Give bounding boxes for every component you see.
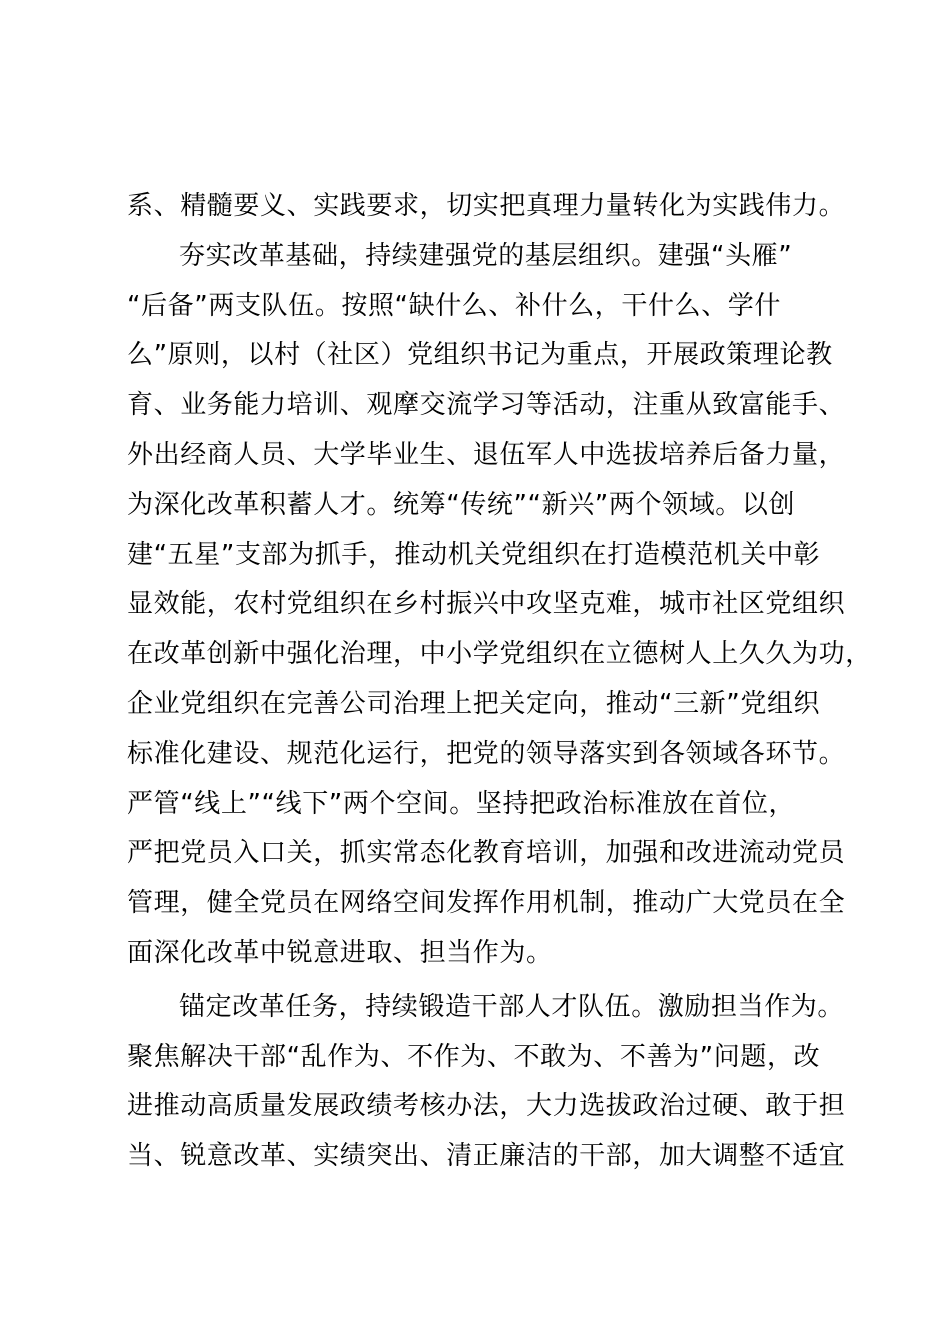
text-line: 建“五星”支部为抓手，推动机关党组织在打造模范机关中彰 — [127, 539, 821, 570]
text-line: 进推动高质量发展政绩考核办法，大力选拔政治过硬、敢于担 — [127, 1091, 846, 1122]
text-line: 在改革创新中强化治理，中小学党组织在立德树人上久久为功， — [127, 639, 872, 670]
text-line: 聚焦解决干部“乱作为、不作为、不敢为、不善为”问题，改 — [127, 1041, 821, 1072]
text-line: 企业党组织在完善公司治理上把关定向，推动“三新”党组织 — [127, 688, 821, 719]
text-line: 管理，健全党员在网络空间发挥作用机制，推动广大党员在全 — [127, 888, 846, 919]
text-line: 育、业务能力培训、观摩交流学习等活动，注重从致富能手、 — [127, 390, 846, 421]
text-line: 面深化改革中锐意进取、担当作为。 — [127, 937, 553, 968]
body-text — [127, 182, 872, 1182]
text-line: 标准化建设、规范化运行，把党的领导落实到各领域各环节。 — [127, 738, 846, 769]
text-line: 严把党员入口关，抓实常态化教育培训，加强和改进流动党员 — [127, 838, 846, 869]
text-line: 外出经商人员、大学毕业生、退伍军人中选拔培养后备力量， — [127, 439, 846, 470]
text-line: 严管“线上”“线下”两个空间。坚持把政治标准放在首位， — [127, 788, 796, 819]
text-line: 显效能，农村党组织在乡村振兴中攻坚克难，城市社区党组织 — [127, 589, 846, 620]
paragraph-start-line: 夯实改革基础，持续建强党的基层组织。建强“头雁” — [179, 240, 793, 271]
text-line: 么”原则，以村（社区）党组织书记为重点，开展政策理论教 — [127, 340, 833, 371]
text-line: “后备”两支队伍。按照“缺什么、补什么，干什么、学什 — [127, 290, 782, 321]
text-line: 为深化改革积蓄人才。统筹“传统”“新兴”两个领域。以创 — [127, 489, 796, 520]
text-line: 系、精髓要义、实践要求，切实把真理力量转化为实践伟力。 — [127, 191, 846, 221]
paragraph-start-line: 锚定改革任务，持续锻造干部人才队伍。激励担当作为。 — [179, 991, 845, 1022]
text-line: 当、锐意改革、实绩突出、清正廉洁的干部，加大调整不适宜 — [127, 1141, 846, 1172]
